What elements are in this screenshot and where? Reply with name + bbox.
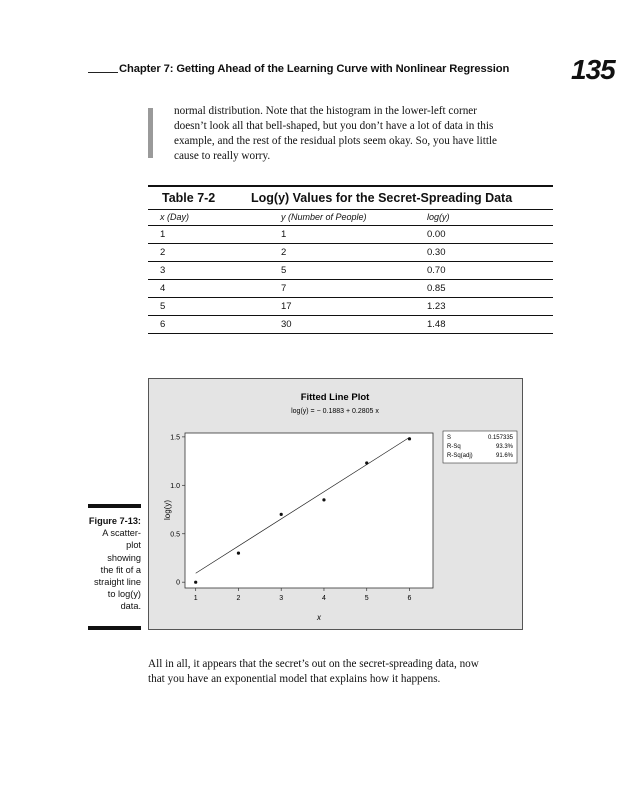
figure-label: Figure 7-13: <box>88 516 141 526</box>
caption-line: straight line <box>94 577 141 588</box>
intro-line: example, and the rest of the residual plots seem okay. So, you have little <box>174 135 498 147</box>
cell-y: 1 <box>281 229 287 240</box>
running-header-title: Chapter 7: Getting Ahead of the Learning Curve with Nonlinear Regression <box>119 63 510 75</box>
data-table <box>148 185 553 334</box>
x-axis-label: x <box>317 613 321 622</box>
table-row <box>148 279 553 297</box>
column-header-x: x (Day) <box>160 212 189 222</box>
table-title: Log(y) Values for the Secret-Spreading Data <box>251 191 513 205</box>
y-tick-label: 1.5 <box>170 434 180 442</box>
y-axis-label: log(y) <box>163 499 172 521</box>
chart-title: Fitted Line Plot <box>300 392 370 403</box>
column-header-logy: log(y) <box>427 212 450 222</box>
cell-x: 6 <box>160 319 166 330</box>
cell-x: 4 <box>160 283 166 294</box>
cell-logy: 1.48 <box>427 319 446 330</box>
y-tick-label: 0.5 <box>170 531 180 539</box>
data-point <box>237 552 240 555</box>
caption-line: the fit of a <box>100 564 141 575</box>
closing-line: that you have an exponential model that explains how it happens. <box>148 673 441 685</box>
data-point <box>408 437 411 440</box>
cell-x: 1 <box>160 229 166 240</box>
header-rule <box>88 72 118 73</box>
intro-line: cause to really worry. <box>174 150 271 162</box>
table-number: Table 7-2 <box>162 191 216 205</box>
caption-line: A scatter- <box>102 528 141 539</box>
cell-x: 2 <box>160 247 166 258</box>
table-row <box>148 243 553 261</box>
data-point <box>280 513 283 516</box>
intro-paragraph <box>174 104 564 164</box>
figure-caption <box>88 515 141 613</box>
chart-subtitle: log(y) = − 0.1883 + 0.2805 x <box>291 408 379 415</box>
y-tick-label: 0 <box>176 579 180 587</box>
cell-logy: 0.70 <box>427 265 446 276</box>
chart-svg <box>149 379 522 629</box>
stat-label-rsq-adj: R-Sq(adj) <box>447 453 473 459</box>
caption-line: data. <box>120 601 141 612</box>
table-row <box>148 297 553 315</box>
stat-value-s: 0.157335 <box>487 435 513 441</box>
cell-x: 5 <box>160 301 166 312</box>
table-header-row <box>148 210 553 225</box>
closing-paragraph <box>148 657 568 687</box>
x-tick-label: 4 <box>322 595 326 602</box>
cell-logy: 1.23 <box>427 301 446 312</box>
x-tick-label: 1 <box>193 595 198 602</box>
table-row <box>148 225 553 243</box>
data-point <box>322 498 325 501</box>
x-tick-label: 3 <box>279 595 284 602</box>
caption-top-bar <box>88 504 141 508</box>
x-tick-label: 6 <box>407 595 412 602</box>
fitted-line-plot <box>148 378 523 630</box>
cell-y: 2 <box>281 247 287 258</box>
stat-label-rsq: R-Sq <box>447 444 461 450</box>
cell-y: 5 <box>281 265 287 276</box>
margin-bar <box>148 108 153 158</box>
page-number: 135 <box>571 54 615 85</box>
y-tick-label: 1.0 <box>170 482 180 490</box>
table-caption <box>148 187 553 209</box>
table-row <box>148 315 553 334</box>
intro-line: doesn’t look all that bell-shaped, but you don’t have a lot of data in this <box>174 120 494 132</box>
cell-logy: 0.85 <box>427 283 446 294</box>
caption-line: showing <box>107 552 141 563</box>
data-point <box>194 581 197 584</box>
x-tick-label: 2 <box>236 595 241 602</box>
cell-y: 30 <box>281 319 292 330</box>
stat-label-s: S <box>447 435 452 441</box>
data-point <box>365 461 368 464</box>
table-row <box>148 261 553 279</box>
cell-logy: 0.30 <box>427 247 446 258</box>
cell-x: 3 <box>160 265 166 276</box>
plot-area <box>185 433 433 588</box>
stat-value-rsq: 93.3% <box>495 444 513 450</box>
caption-bottom-bar <box>88 626 141 630</box>
cell-logy: 0.00 <box>427 229 446 240</box>
cell-y: 7 <box>281 283 287 294</box>
closing-line: All in all, it appears that the secret’s out on the secret-spreading data, now <box>148 658 479 670</box>
stat-value-rsq-adj: 91.6% <box>495 453 513 459</box>
column-header-y: y (Number of People) <box>281 212 367 222</box>
caption-line: plot <box>126 540 141 551</box>
x-tick-label: 5 <box>364 595 369 602</box>
cell-y: 17 <box>281 301 292 312</box>
caption-line: to log(y) <box>107 589 141 600</box>
intro-line: normal distribution. Note that the histogram in the lower-left corner <box>174 105 478 117</box>
